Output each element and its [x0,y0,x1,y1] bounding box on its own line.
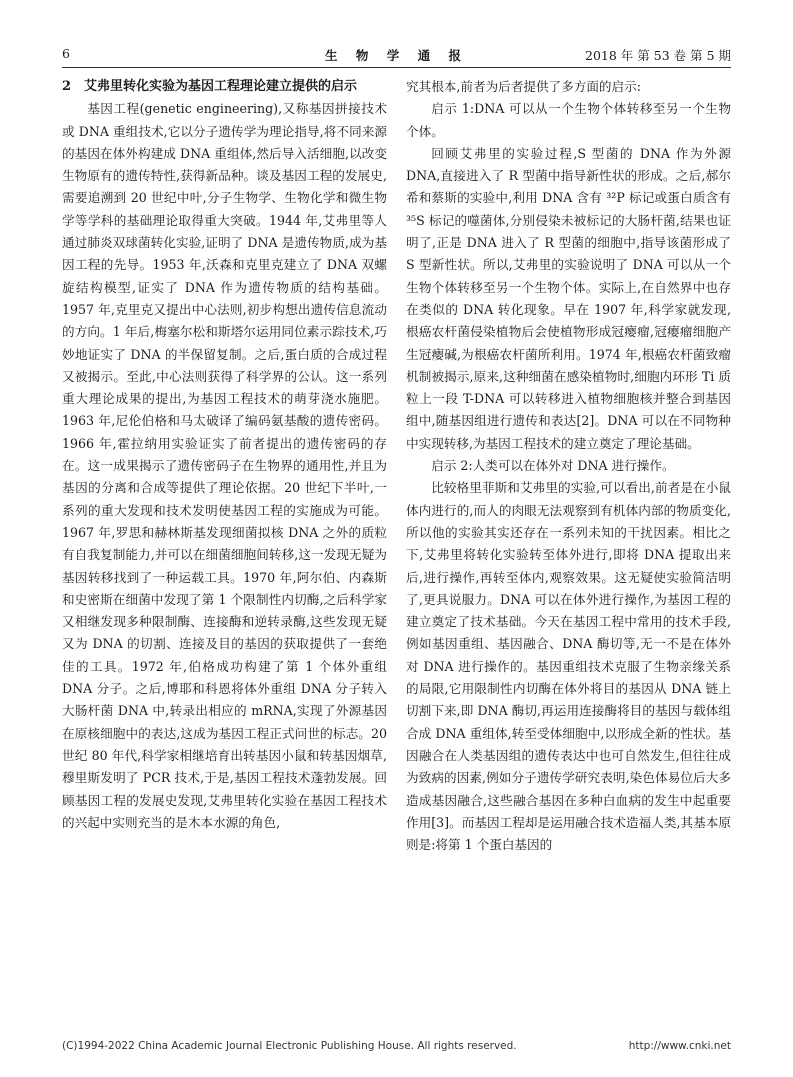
inspiration-2-body: 比较格里菲斯和艾弗里的实验,可以看出,前者是在小鼠体内进行的,而人的肉眼无法观察到有机体内部的物质变化,所以他的实验其实还存在一系列未知的干扰因素。相比之下,艾弗里将转化实验转至体外进行,即将 DNA 提取出来后,进行操作,再转至体内,观察效果。这无疑使实验简洁明了,更具说服力。DNA 可以在体外进行操作,为基因工程的建立奠定了技术基础。今天在基因工程中常用的技术手段,例如基因重组、基因融合、DNA 酶切等,无一不是在体外对 DNA 进行操作的。基因重组技术克服了生物亲缘关系的局限,它用限制性内切酶在体外将目的基因从 DNA 链上切割下来,即 DNA 酶切,再运用连接酶将目的基因与载体组合成 DNA 重组体,转至受体细胞中,以形成全新的性状。基因融合在人类基因组的遗传表达中也可自然发生,但往往成为致病的因素,例如分子遗传学研究表明,染色体易位后大多造成基因融合,这些融合基因在多种白血病的发生中起重要作用[3]。而基因工程却是运用融合技术造福人类,其基本原则是:将第 1 个蛋白基因的 [406,480,731,853]
copyright-notice: (C)1994-2022 China Academic Journal Electronic Publishing House. All rights reserved. [62,1040,517,1052]
body-paragraph-continuation: 究其根本,前者为后者提供了多方面的启示: [406,79,641,94]
page-number: 6 [62,46,70,61]
issue-info: 2018 年 第 53 卷 第 5 期 [585,48,731,63]
inspiration-1-body: 回顾艾弗里的实验过程,S 型菌的 DNA 作为外源 DNA,直接进入了 R 型菌中指导新性状的形成。之后,郝尔希和蔡斯的实验中,利用 DNA 含有 ³²P 标记或蛋白质含有 ³⁵S 标记的噬菌体,分别侵染未被标记的大肠杆菌,结果也证明了,正是 DNA 进入了 R 型菌的细胞中,指导该菌形成了 S 型新性状。所以,艾弗里的实验说明了 DNA 可以从一个生物个体转移至另一个生物个体。实际上,在自然界中也存在类似的 DNA 转化现象。早在 1907 年,科学家就发现,根癌农杆菌侵染植物后会使植物形成冠瘿瘤,冠瘿瘤细胞产生冠瘿碱,为根癌农杆菌所利用。1974 年,根癌农杆菌致瘤机制被揭示,原来,这种细菌在感染植物时,细胞内环形 Ti 质粒上一段 T-DNA 可以转移进入植物细胞核并整合到基因组中,随基因组进行遗传和表达[2]。DNA 可以在不同物种中实现转移,为基因工程技术的建立奠定了理论基础。 [406,145,731,451]
running-header [62,46,731,66]
inspiration-1-heading: 启示 1:DNA 可以从一个生物个体转移至另一个生物个体。 [406,101,731,139]
section-heading: 2 艾弗里转化实验为基因工程理论建立提供的启示 [62,79,358,94]
inspiration-2-heading: 启示 2:人类可以在体外对 DNA 进行操作。 [431,458,675,474]
publisher-url: http://www.cnki.net [628,1040,731,1052]
header-divider [62,67,731,68]
journal-title: 生 物 学 通 报 [325,48,468,63]
right-column [406,76,731,856]
left-column [62,76,387,834]
body-paragraph: 基因工程(genetic engineering),又称基因拼接技术或 DNA 重组技术,它以分子遗传学为理论指导,将不同来源的基因在体外构建成 DNA 重组体,然后导入活细胞,以改变生物原有的遗传特性,获得新品种。谈及基因工程的发展史,需要追溯到 20 世纪中叶,分子生物学、生物化学和微生物学等学科的基础理论取得重大突破。1944 年,艾弗里等人通过肺炎双球菌转化实验,证明了 DNA 是遗传物质,成为基因工程的先导。1953 年,沃森和克里克建立了 DNA 双螺旋结构模型,证实了 DNA 作为遗传物质的结构基础。1957 年,克里克又提出中心法则,初步构想出遗传信息流动的方向。1 年后,梅塞尔松和斯塔尔运用同位素示踪技术,巧妙地证实了 DNA 的半保留复制。之后,蛋白质的合成过程又被揭示。至此,中心法则获得了科学界的公认。这一系列重大理论成果的提出,为基因工程技术的萌芽浇水施肥。1963 年,尼伦伯格和马太破译了编码氨基酸的遗传密码。1966 年,霍拉纳用实验证实了前者提出的遗传密码的存在。这一成果揭示了遗传密码子在生物界的通用性,并且为基因的分离和合成等提供了理论依据。20 世纪下半叶,一系列的重大发现和技术发明使基因工程的实施成为可能。1967 年,罗思和赫林斯基发现细菌拟核 DNA 之外的质粒有自我复制能力,并可以在细菌细胞间转移,这一发现无疑为基因转移找到了一种运载工具。1970 年,阿尔伯、内森斯和史密斯在细菌中发现了第 1 个限制性内切酶,之后科学家又相继发现多种限制酶、连接酶和逆转录酶,这些发现无疑又为 DNA 的切割、连接及目的基因的获取提供了一套绝佳的工具。1972 年,伯格成功构建了第 1 个体外重组 DNA 分子。之后,博耶和科恩将体外重组 DNA 分子转入大肠杆菌 DNA 中,转录出相应的 mRNA,实现了外源基因在原核细胞中的表达,这成为基因工程正式问世的标志。20 世纪 80 年代,科学家相继培育出转基因小鼠和转基因烟草,穆里斯发明了 PCR 技术,于是,基因工程技术蓬勃发展。回顾基因工程的发展史发现,艾弗里转化实验在基因工程技术的兴起中实则充当的是木本水源的角色, [62,101,387,830]
